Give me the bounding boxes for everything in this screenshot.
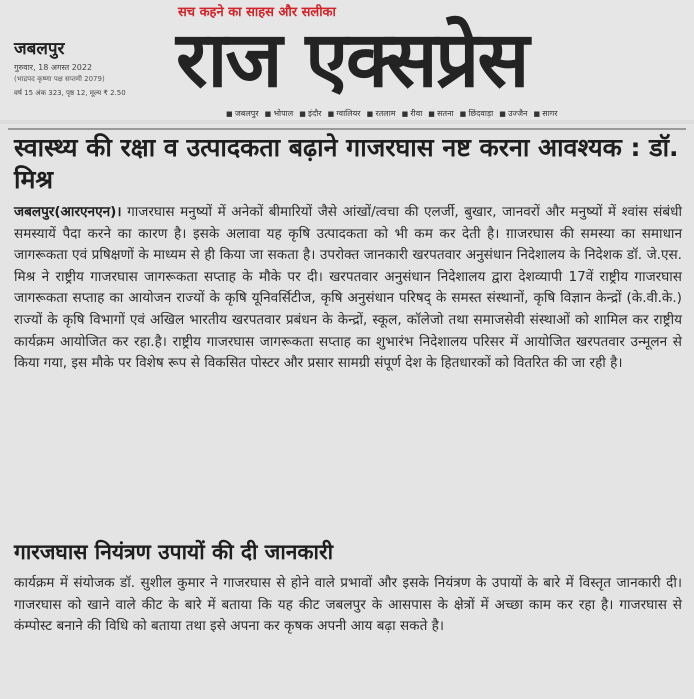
masthead bbox=[0, 0, 694, 120]
edition-city: जबलपुर bbox=[14, 39, 65, 59]
divider bbox=[8, 128, 686, 130]
edition-item: ■ भोपाल bbox=[265, 108, 294, 119]
edition-item: ■ जबलपुर bbox=[226, 108, 259, 119]
article-body-2: कार्यक्रम में संयोजक डॉ. सुशील कुमार ने गाजरघास से होने वाले प्रभावों और इसके नियंत्रण के उपायों के बारे में विस्तृत जानकारी दी। गाजरघास को खाने वाले कीट के बारे में बताया कि यह कीट जबलपुर के आसपास के क्षेत्रों में अच्छा काम कर रहा है। गाजरघास से कंम्पोस्ट बनाने की विधि को बताया तथा इसे अपना कर कृषक अपनी आय बढ़ा सकते है। bbox=[14, 575, 682, 635]
edition-item: ■ छिंदवाड़ा bbox=[460, 108, 494, 119]
volume-info: वर्ष 15 अंक 323, पृष्ठ 12, मूल्य ₹ 2.50 bbox=[14, 89, 126, 97]
edition-item: ■ इंदौर bbox=[299, 108, 321, 119]
edition-list bbox=[226, 108, 564, 119]
article-headline: स्वास्थ्य की रक्षा व उत्पादकता बढ़ाने गाजरघास नष्ट करना आवश्यक : डॉ. मिश्र bbox=[14, 133, 679, 194]
edition-item: ■ उज्जैन bbox=[499, 108, 527, 119]
tagline: सच कहने का साहस और सलीका bbox=[178, 5, 336, 20]
article-subheading: गारजघास नियंत्रण उपायों की दी जानकारी bbox=[14, 540, 334, 564]
edition-item: ■ रतलाम bbox=[367, 108, 396, 119]
edition-item: ■ सागर bbox=[533, 108, 557, 119]
newspaper-logo: राज एक्सप्रेस bbox=[176, 16, 528, 105]
samvat-date: (भाद्रपद कृष्णा पक्ष सप्तमी 2079) bbox=[14, 75, 105, 83]
edition-item: ■ सतना bbox=[428, 108, 453, 119]
edition-item: ■ ग्वालियर bbox=[328, 108, 361, 119]
article-body-text: गाजरघास मनुष्यों में अनेकों बीमारियों जैसे आंखों/त्वचा की एलर्जी, बुखार, जानवरों और मनुष्यों में श्वांस संबंधी समस्यायें पैदा करने का कारण है। इसके अलावा यह कृषि उत्पादकता को भी कम कर देती है। ग़ाजरघास की समस्या का समाधान जागरूकता एवं प्रषिक्षणों के माध्यम से ही किया जा सकता है। उपरोक्त जानकारी खरपतवार अनुसंधान निदेशालय के निदेशक डॉ. जे.एस. मिश्र ने राष्ट्रीय गाजरघास जागरूकता सप्ताह के मौके पर दी। खरपतवार अनुसंधान निदेशालय द्वारा देशव्यापी 17वें राष्ट्रीय गाजरघास जागरूकता सप्ताह का आयोजन राज्यों के कृषि यूनिवर्सिटीज, कृषि अनुसंधान परिषद् के समस्त संस्थानों, कृषि विज्ञान केन्द्रों (के.वी.के.) राज्यों के कृषि विभागों एवं अखिल भारतीय खरपतवार प्रबंधन के केन्द्रों, स्कूल, कॉलेजो तथा समाजसेवी संस्थाओं को शामिल कर राष्ट्रीय कार्यक्रम आयोजित कर रहा.है। राष्ट्रीय गाजरघास जागरूकता सप्ताह का शुभारंभ निदेशालय परिसर में आयोजित खरपतवार उन्मूलन से किया गया, इस मौके पर विशेष रूप से विकसित पोस्टर और प्रसार सामग्री संपूर्ण देश के हितधारकों को वितरित की जा रही है। bbox=[14, 204, 683, 372]
article-dateline: जबलपुर(आरएनएन)। bbox=[14, 204, 122, 220]
issue-date: गुरुवार, 18 अगस्त 2022 bbox=[14, 63, 93, 72]
article-body bbox=[14, 202, 682, 375]
edition-item: ■ रीवा bbox=[402, 108, 423, 119]
